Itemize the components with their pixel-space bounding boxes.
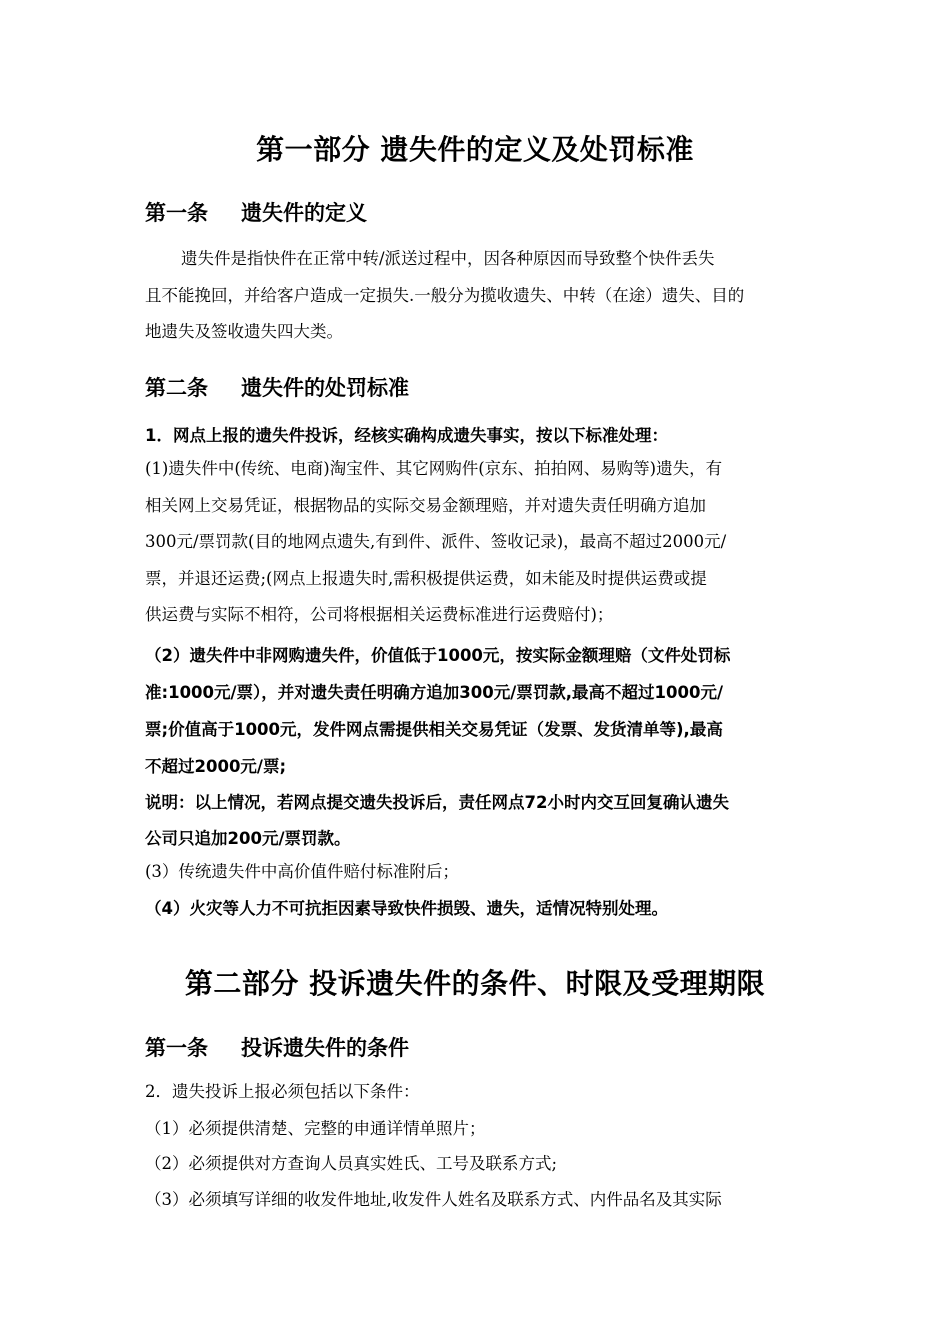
paragraph-line: 且不能挽回，并给客户造成一定损失.一般分为揽收遗失、中转（在途）遗失、目的 (145, 286, 745, 305)
list-item: （3）必须填写详细的收发件地址,收发件人姓名及联系方式、内件品名及其实际 (145, 1190, 722, 1209)
paragraph-line: 遗失件是指快件在正常中转/派送过程中，因各种原因而导致整个快件丢失 (181, 249, 715, 268)
article-number: 第二条 (145, 376, 208, 400)
paragraph-line: 地遗失及签收遗失四大类。 (145, 322, 343, 341)
paragraph-line: 供运费与实际不相符，公司将根据相关运费标准进行运费赔付)； (145, 605, 614, 624)
article-heading: 遗失件的处罚标准 (241, 376, 409, 400)
paragraph-line-bold: 准:1000元/票），并对遗失责任明确方追加300元/票罚款,最高不超过1000元/ (145, 683, 723, 702)
article-heading: 遗失件的定义 (241, 201, 367, 225)
part1-title: 第一部分 遗失件的定义及处罚标准 (256, 133, 694, 166)
part2-article1-heading (145, 1033, 409, 1063)
article-heading: 投诉遗失件的条件 (241, 1036, 409, 1060)
paragraph-line: (1)遗失件中(传统、电商)淘宝件、其它网购件(京东、拍拍网、易购等)遗失，有 (145, 459, 723, 478)
paragraph-line: 300元/票罚款(目的地网点遗失,有到件、派件、签收记录)，最高不超过2000元/ (145, 532, 727, 551)
paragraph-line-bold: （4）火灾等人力不可抗拒因素导致快件损毁、遗失，适情况特别处理。 (145, 899, 668, 918)
part1-article1-heading (145, 198, 367, 228)
paragraph-line-bold: 不超过2000元/票; (145, 757, 287, 776)
paragraph-line-bold: （2）遗失件中非网购遗失件，价值低于1000元，按实际金额理赔（文件处罚标 (145, 646, 731, 665)
section-intro: 1．网点上报的遗失件投诉，经核实确构成遗失事实，按以下标准处理： (145, 426, 668, 445)
part1-article2-heading (145, 373, 409, 403)
section-intro: 2．遗失投诉上报必须包括以下条件： (145, 1082, 420, 1101)
part2-title: 第二部分 投诉遗失件的条件、时限及受理期限 (184, 967, 766, 1000)
paragraph-line-bold: 票;价值高于1000元，发件网点需提供相关交易凭证（发票、发货清单等),最高 (145, 720, 723, 739)
note-line: 公司只追加200元/票罚款。 (145, 829, 351, 848)
note-line: 说明：以上情况，若网点提交遗失投诉后，责任网点72小时内交互回复确认遗失 (145, 793, 729, 812)
list-item: （1）必须提供清楚、完整的申通详情单照片； (145, 1119, 486, 1138)
paragraph-line: 票，并退还运费;(网点上报遗失时,需积极提供运费，如未能及时提供运费或提 (145, 569, 707, 588)
list-item: （2）必须提供对方查询人员真实姓氏、工号及联系方式; (145, 1154, 558, 1173)
article-number: 第一条 (145, 201, 208, 225)
article-number: 第一条 (145, 1036, 208, 1060)
paragraph-line: (3）传统遗失件中高价值件赔付标准附后； (145, 862, 459, 881)
paragraph-line: 相关网上交易凭证，根据物品的实际交易金额理赔，并对遗失责任明确方追加 (145, 496, 706, 515)
